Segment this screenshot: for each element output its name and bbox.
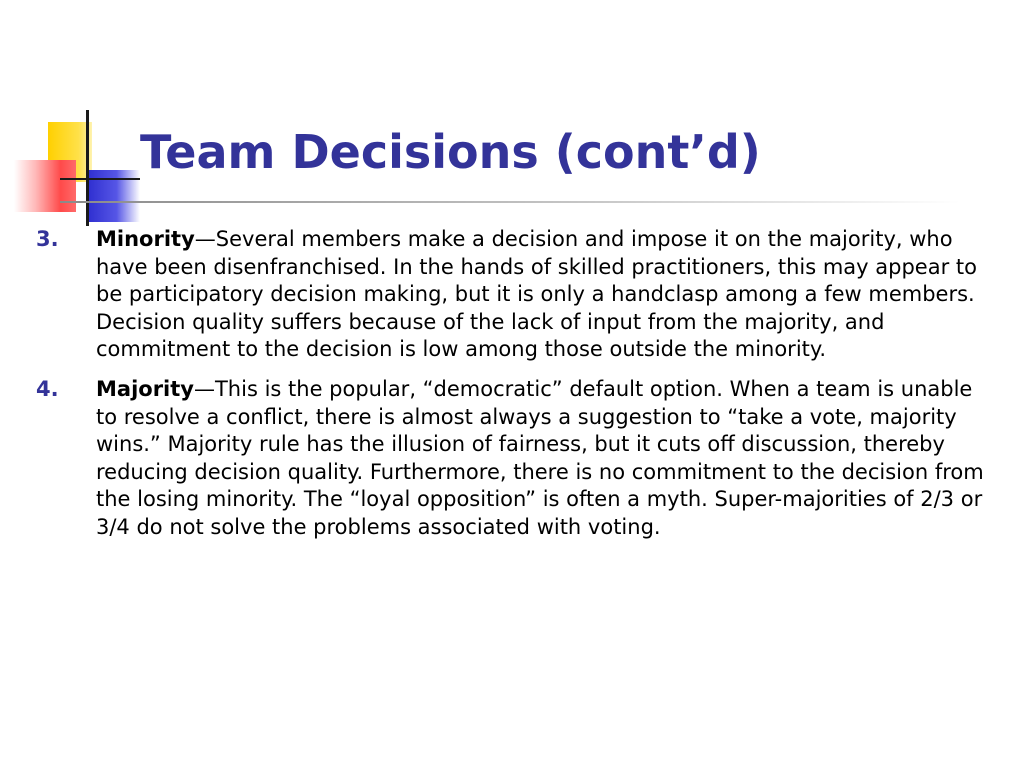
red-square [14, 160, 76, 212]
item-number: 4. [36, 376, 59, 401]
slide-title: Team Decisions (cont’d) [140, 125, 761, 179]
item-text: —Several members make a decision and impose it on the majority, who have been disenfranchised. In the hands of skilled practitioners, this may appear to be participatory decision making, but it is only a handclasp among a few members. Decision quality suffers because of the lack of input from the majority, and commitment to the decision is low among those outside the minority. [96, 227, 977, 362]
item-body [96, 376, 986, 542]
decorative-squares-logo [0, 0, 160, 240]
decision-list [36, 226, 986, 554]
list-item-minority [36, 226, 986, 364]
item-number: 3. [36, 227, 59, 251]
item-body [96, 226, 986, 364]
short-horizontal-rule [60, 178, 140, 180]
vertical-rule [86, 110, 89, 226]
list-item-majority [36, 376, 986, 542]
title-underline [60, 201, 960, 203]
item-term: Majority [96, 376, 194, 401]
item-text: —This is the popular, “democratic” default option. When a team is unable to resolve a conflict, there is almost always a suggestion to “take a vote, majority wins.” Majority rule has the illusion of fairness, but it cuts off discussion, thereby reducing decision quality. Furthermore, there is no commitment to the decision from the losing minority. The “loyal opposition” is often a myth. Super-majorities of 2/3 or 3/4 do not solve the problems associated with voting. [96, 376, 984, 539]
item-term: Minority [96, 227, 195, 251]
